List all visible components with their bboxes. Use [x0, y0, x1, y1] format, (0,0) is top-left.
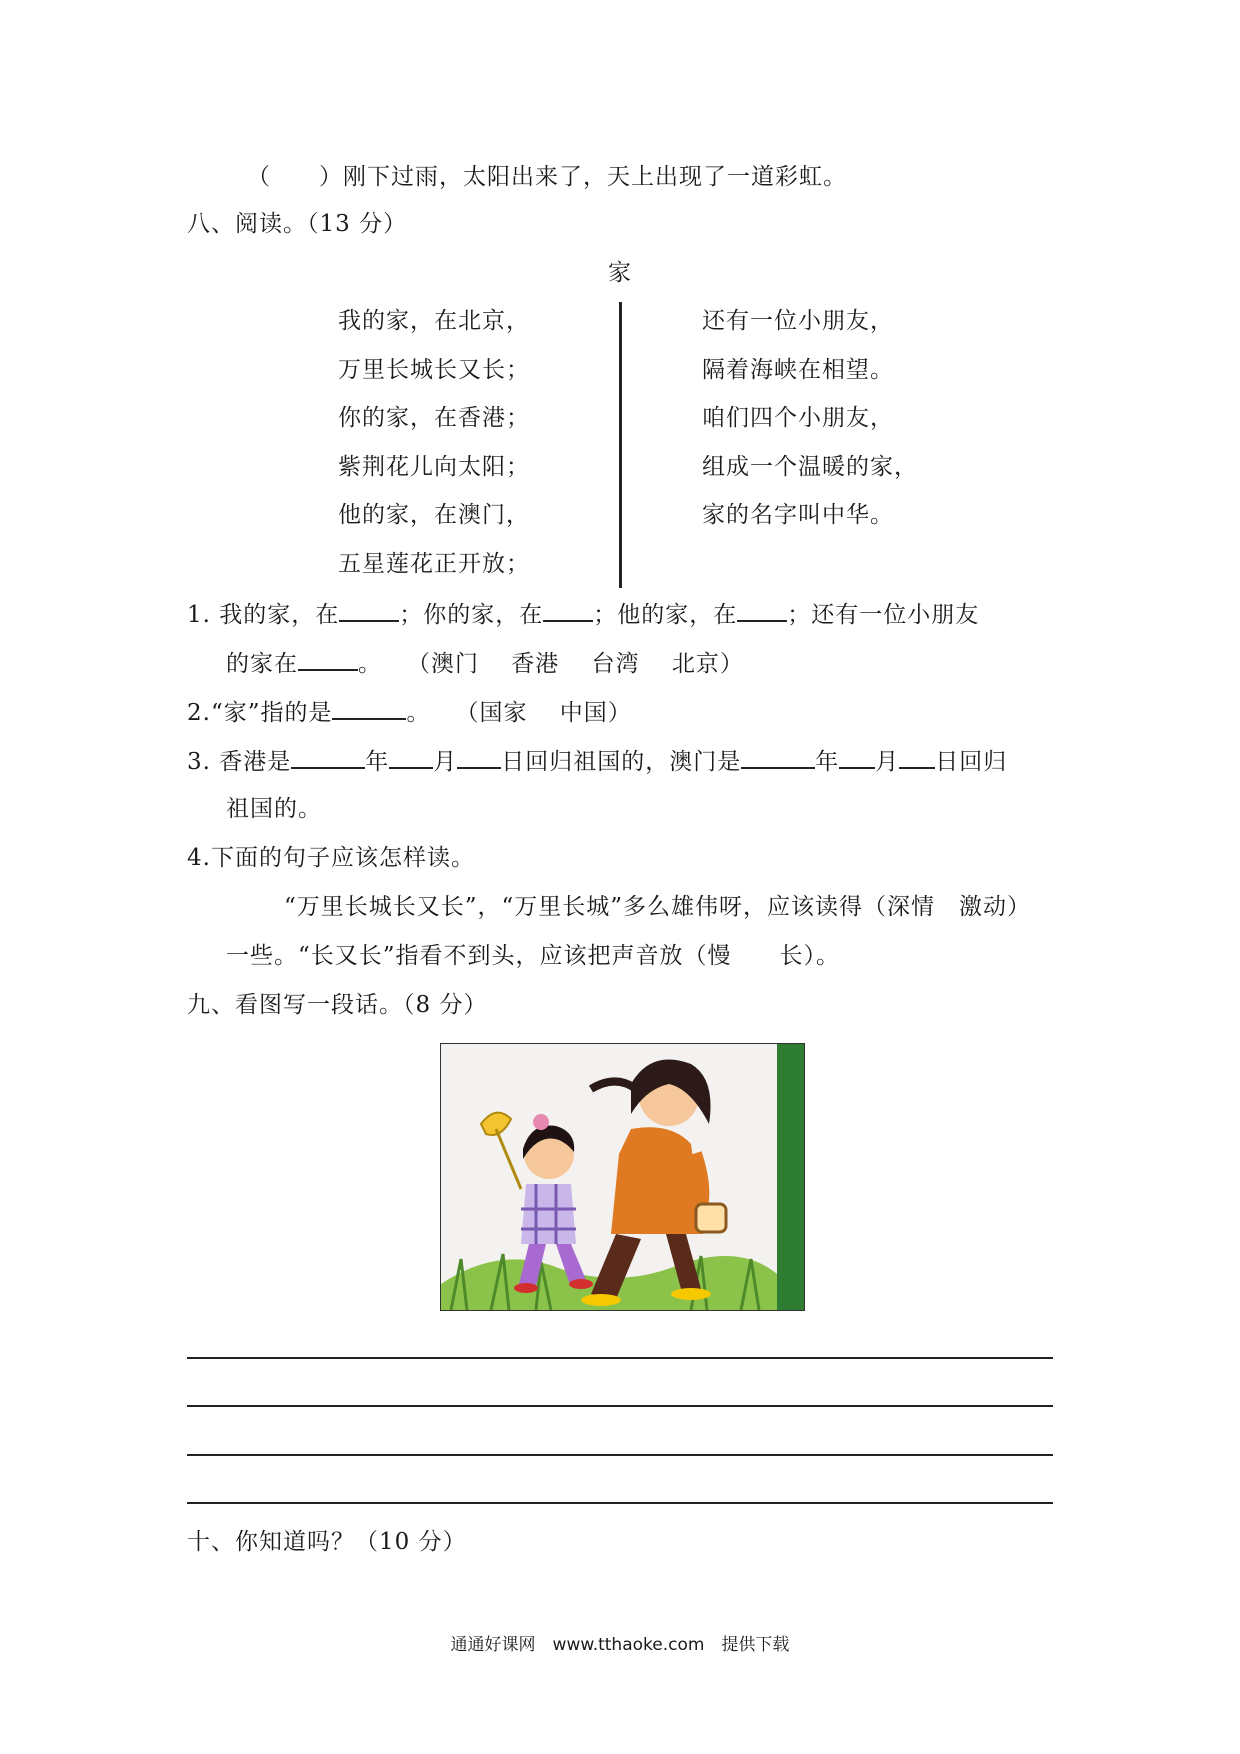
q4-line-3: 一些。“长又长”指看不到头，应该把声音放（慢 长）。	[226, 943, 841, 969]
answer-bracket[interactable]: （ ）	[247, 164, 343, 190]
writing-line-4[interactable]	[187, 1502, 1053, 1504]
section-8-heading: 八、阅读。（13 分）	[187, 211, 408, 237]
q4-line-2: “万里长城长又长”，“万里长城”多么雄伟呀，应该读得（深情 激动）	[284, 894, 1032, 920]
q3-text-2: 日回归祖国的，澳门是	[501, 749, 742, 775]
poem-left-line-5: 他的家，在澳门，	[338, 502, 530, 528]
poem-right-line-3: 咱们四个小朋友，	[702, 405, 894, 431]
q3-month-label: 月	[433, 749, 458, 775]
q3-year-label-2: 年	[815, 749, 840, 775]
section-9-heading: 九、看图写一段话。（8 分）	[187, 992, 488, 1018]
footer-text: 通通好课网 www.tthaoke.com 提供下载	[450, 1635, 790, 1655]
q3-text-3: 日回归	[935, 749, 1008, 775]
q1-text-4: ；还有一位小朋友	[787, 602, 980, 628]
sentence-text: 刚下过雨，太阳出来了，天上出现了一道彩虹。	[343, 164, 847, 190]
q1-blank-2[interactable]	[543, 598, 593, 622]
q3-blank-year[interactable]	[291, 745, 365, 769]
q2-text-2: 。	[406, 700, 419, 726]
q3-blank-year-2[interactable]	[741, 745, 815, 769]
q1-options: （澳门 香港 台湾 北京）	[418, 651, 744, 677]
poem-right-line-2: 隔着海峡在相望。	[702, 357, 894, 383]
q1-text-2: ；你的家，在	[399, 602, 544, 628]
q7-last-line	[247, 162, 847, 192]
section-10-heading: 十、你知道吗？（10 分）	[187, 1529, 467, 1555]
q1-text-1: 我的家，在	[219, 602, 340, 628]
poem-right-line-4: 组成一个温暖的家，	[702, 454, 918, 480]
writing-line-2[interactable]	[187, 1405, 1053, 1407]
q2-options: （国家 中国）	[466, 700, 632, 726]
poem-left-line-2: 万里长城长又长；	[338, 357, 530, 383]
poem-right-line-1: 还有一位小朋友，	[702, 308, 894, 334]
q4-line-1	[187, 843, 475, 873]
q3-blank-day[interactable]	[457, 745, 501, 769]
q3-blank-month-2[interactable]	[839, 745, 875, 769]
q3-number: 3.	[187, 749, 211, 775]
q4-number: 4.	[187, 845, 211, 871]
q1-blank-3[interactable]	[737, 598, 787, 622]
q3-blank-month[interactable]	[389, 745, 433, 769]
q2-text-1: “家”指的是	[210, 700, 333, 726]
q1-text-5: 的家在	[226, 651, 298, 677]
q1-line-2	[226, 647, 744, 679]
q3-blank-day-2[interactable]	[899, 745, 935, 769]
q2-number: 2.	[187, 700, 211, 726]
writing-line-3[interactable]	[187, 1454, 1053, 1456]
q1-number: 1.	[187, 602, 211, 628]
illustration-picture	[440, 1043, 805, 1311]
q2-blank[interactable]	[332, 696, 406, 720]
writing-line-1[interactable]	[187, 1357, 1053, 1359]
poem-left-line-1: 我的家，在北京，	[338, 308, 530, 334]
mother-and-girl-illustration	[441, 1044, 804, 1310]
q2-line	[187, 696, 632, 728]
q1-text-6: 。	[358, 651, 371, 677]
poem-right-line-5: 家的名字叫中华。	[702, 502, 894, 528]
q3-line-2: 祖国的。	[226, 796, 322, 822]
q3-year-label: 年	[365, 749, 390, 775]
q1-text-3: ；他的家，在	[593, 602, 738, 628]
q4-prompt: 下面的句子应该怎样读。	[210, 845, 475, 871]
poem-left-line-3: 你的家，在香港；	[338, 405, 530, 431]
q3-text-1: 香港是	[219, 749, 292, 775]
poem-left-line-4: 紫荆花儿向太阳；	[338, 454, 530, 480]
poem-left-line-6: 五星莲花正开放；	[338, 551, 530, 577]
q1-blank-4[interactable]	[298, 647, 358, 671]
poem-divider	[619, 302, 622, 588]
q1-blank-1[interactable]	[339, 598, 399, 622]
q3-month-label-2: 月	[875, 749, 900, 775]
q1-line-1	[187, 598, 979, 630]
poem-title: 家	[608, 260, 632, 286]
q3-line-1	[187, 745, 1007, 777]
